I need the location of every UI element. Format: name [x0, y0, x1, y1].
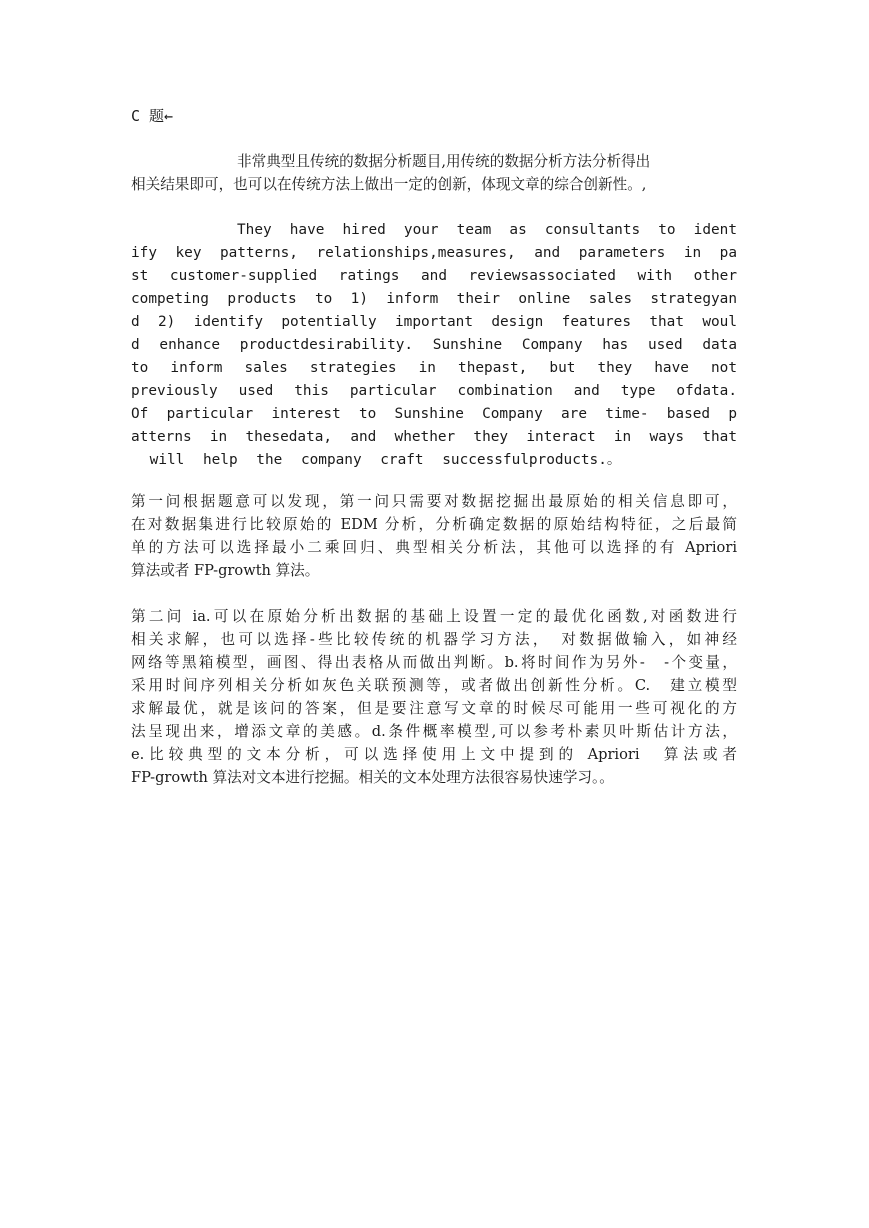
english-line-4: competing products to 1) inform their online sales strategyan: [131, 291, 737, 307]
english-line-3: st customer-supplied ratings and reviewsassociated with other: [131, 268, 737, 284]
intro-line-2: 相关结果即可，也可以在传统方法上做出一定的创新，体现文章的综合创新性。,: [131, 176, 647, 193]
question1-line-3: 单的方法可以选择最小二乘回归、典型相关分析法，其他可以选择的有 Apriori: [131, 539, 737, 556]
english-line-7: to inform sales strategies in thepast, but they have not: [131, 360, 737, 376]
problem-heading: C 题←: [131, 107, 174, 125]
question1-line-4: 算法或者 FP-growth 算法。: [131, 562, 320, 579]
question2-line-4: 采用时间序列相关分析如灰色关联预测等，或者做出创新性分析。C. 建立模型: [131, 677, 737, 694]
question2-line-2: 相关求解，也可以选择-些比较传统的机器学习方法， 对数据做输入，如神经: [131, 631, 737, 648]
intro-paragraph: [131, 150, 737, 196]
question2-line-6: 法呈现出来，增添文章的美感。d.条件概率模型,可以参考朴素贝叶斯估计方法，: [131, 723, 737, 740]
question2-line-8: FP-growth 算法对文本进行挖掘。相关的文本处理方法很容易快速学习。。: [131, 769, 614, 786]
english-line-9: Of particular interest to Sunshine Company are time- based p: [131, 406, 737, 422]
english-line-11: will help the company craft successfulproducts.。: [131, 452, 622, 468]
question1-line-2: 在对数据集进行比较原始的 EDM 分析，分析确定数据的原始结构特征，之后最简: [131, 516, 737, 533]
english-line-6: d enhance productdesirability. Sunshine Company has used data: [131, 337, 737, 353]
english-line-10: atterns in thesedata, and whether they interact in ways that: [131, 429, 737, 445]
english-line-1: They have hired your team as consultants to ident: [237, 222, 737, 238]
question2-line-3: 网络等黑箱模型，画图、得出表格从而做出判断。b.将时间作为另外- -个变量，: [131, 654, 737, 671]
english-line-8: previously used this particular combination and type ofdata.: [131, 383, 737, 399]
english-line-5: d 2) identify potentially important design features that woul: [131, 314, 737, 330]
intro-line-1: 非常典型且传统的数据分析题目,用传统的数据分析方法分析得出: [237, 153, 651, 170]
question1-line-1: 第一问根据题意可以发现，第一问只需要对数据挖掘出最原始的相关信息即可，: [131, 493, 737, 510]
question2-line-5: 求解最优，就是该问的答案，但是要注意写文章的时候尽可能用一些可视化的方: [131, 700, 737, 717]
question2-line-7: e.比较典型的文本分析，可以选择使用上文中提到的 Apriori 算法或者: [131, 746, 737, 763]
question2-paragraph: [131, 605, 737, 789]
question1-paragraph: [131, 490, 737, 582]
question2-line-1: 第二问 ia.可以在原始分析出数据的基础上设置一定的最优化函数,对函数进行: [131, 608, 737, 625]
english-line-2: ify key patterns, relationships,measures, and parameters in pa: [131, 245, 737, 261]
english-problem-excerpt: [131, 219, 737, 472]
